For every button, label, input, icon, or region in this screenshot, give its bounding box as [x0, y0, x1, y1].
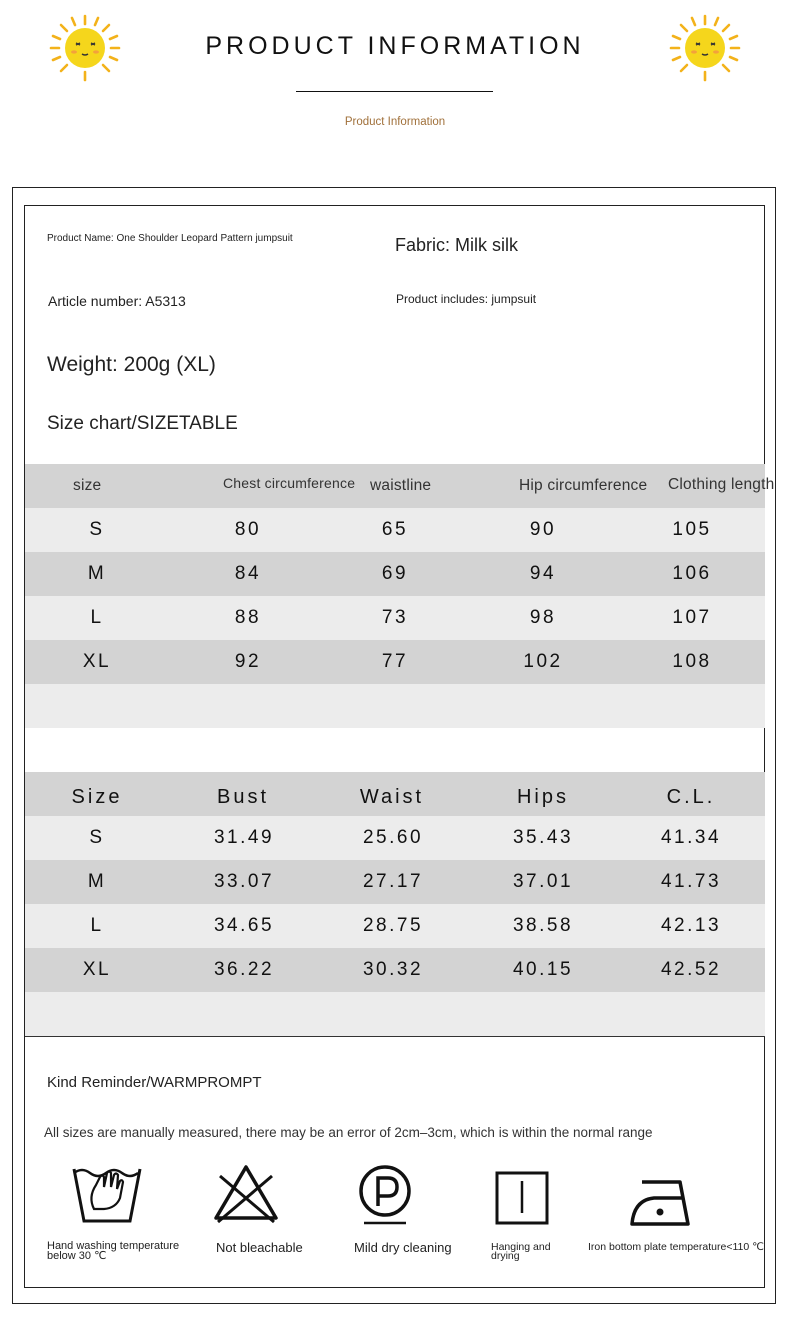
table-row [25, 860, 765, 904]
header-bust: Bust [216, 786, 270, 808]
table-cell: 108 [672, 651, 712, 672]
reminder-title: Kind Reminder/WARMPROMPT [47, 1074, 262, 1091]
table-cell: 94 [529, 563, 557, 584]
table-cell: 40.15 [512, 959, 574, 980]
table-cell: 25.60 [362, 827, 424, 848]
mild-dry-clean-icon [356, 1162, 414, 1226]
care-label-not-bleachable: Not bleachable [216, 1240, 303, 1255]
table-cell: 35.43 [512, 827, 574, 848]
table-cell: 42.13 [660, 915, 722, 936]
header-length: Clothing length [668, 476, 775, 493]
table-cell: 36.22 [213, 959, 275, 980]
table-cell: 88 [234, 607, 262, 628]
table-cell: 106 [672, 563, 712, 584]
fabric: Fabric: Milk silk [395, 235, 519, 255]
header-size: Size [71, 786, 123, 808]
table-cell: 105 [672, 519, 712, 540]
table-cell: 77 [381, 651, 409, 672]
table-cell: S [89, 519, 105, 540]
table-cm-header [25, 464, 775, 508]
product-includes: Product includes: jumpsuit [396, 292, 537, 306]
table-cell: 90 [529, 519, 557, 540]
table-cell: 73 [381, 607, 409, 628]
table-cell: 65 [381, 519, 409, 540]
table-cell: S [89, 827, 105, 848]
table-cell: M [87, 563, 107, 584]
care-label-line: below 30 ℃ [47, 1250, 107, 1262]
reminder-text: All sizes are manually measured, there may be an error of 2cm–3cm, which is within the normal range [44, 1125, 653, 1140]
table-cell: 31.49 [213, 827, 275, 848]
table-row [25, 508, 765, 552]
header-hip: Hip circumference [519, 477, 648, 494]
table-cell: 37.01 [512, 871, 574, 892]
table-cell: 69 [381, 563, 409, 584]
care-label-line: drying [491, 1250, 520, 1262]
table-row [25, 816, 765, 860]
iron-icon [628, 1172, 692, 1228]
table-row [25, 552, 765, 596]
care-label-hand-wash [47, 1241, 179, 1261]
header-waist: Waist [359, 786, 425, 808]
title-divider [296, 91, 493, 92]
table-row [25, 640, 765, 684]
table-cell: 30.32 [362, 959, 424, 980]
table-cell: 92 [234, 651, 262, 672]
table-cell: 28.75 [362, 915, 424, 936]
not-bleachable-icon [212, 1162, 280, 1224]
table-cell: 84 [234, 563, 262, 584]
section-divider [25, 1036, 765, 1037]
table-row [25, 904, 765, 948]
table-cell: 33.07 [213, 871, 275, 892]
product-name: Product Name: One Shoulder Leopard Pattern jumpsuit [47, 233, 293, 244]
header-waistline: waistline [370, 477, 432, 494]
table-cell: 34.65 [213, 915, 275, 936]
care-label-dry-clean: Mild dry cleaning [354, 1240, 452, 1255]
article-number: Article number: A5313 [48, 293, 186, 309]
hand-wash-icon [70, 1163, 144, 1225]
table-cell: 102 [523, 651, 563, 672]
table-cell: 80 [234, 519, 262, 540]
table-cell: 27.17 [362, 871, 424, 892]
care-label-line: Hand washing temperature [47, 1240, 180, 1252]
table-inch-header [25, 772, 765, 816]
table-cell: M [87, 871, 107, 892]
table-row-empty [25, 684, 765, 728]
header-size: size [73, 477, 102, 494]
table-cell: XL [82, 651, 112, 672]
care-label-hang-dry [491, 1243, 551, 1261]
table-row [25, 596, 765, 640]
header-hips: Hips [516, 786, 569, 808]
header-cl: C.L. [666, 786, 716, 808]
table-row-empty [25, 992, 765, 1036]
weight: Weight: 200g (XL) [47, 353, 216, 376]
page-subtitle: Product Information [344, 116, 446, 128]
table-cell: L [90, 915, 104, 936]
table-cell: L [90, 607, 104, 628]
hang-dry-icon [495, 1171, 549, 1225]
table-cell: 98 [529, 607, 557, 628]
table-cell: XL [82, 959, 112, 980]
table-cell: 41.73 [660, 871, 722, 892]
care-label-iron: Iron bottom plate temperature<110 ℃ [588, 1241, 764, 1253]
table-cell: 38.58 [512, 915, 574, 936]
table-row [25, 948, 765, 992]
care-label-line: Hanging and [491, 1241, 551, 1253]
size-chart-title: Size chart/SIZETABLE [47, 413, 238, 434]
table-cell: 42.52 [660, 959, 722, 980]
table-cell: 107 [672, 607, 712, 628]
table-cell: 41.34 [660, 827, 722, 848]
header-chest: Chest circumference [223, 475, 356, 491]
page-title: PRODUCT INFORMATION [205, 32, 585, 60]
